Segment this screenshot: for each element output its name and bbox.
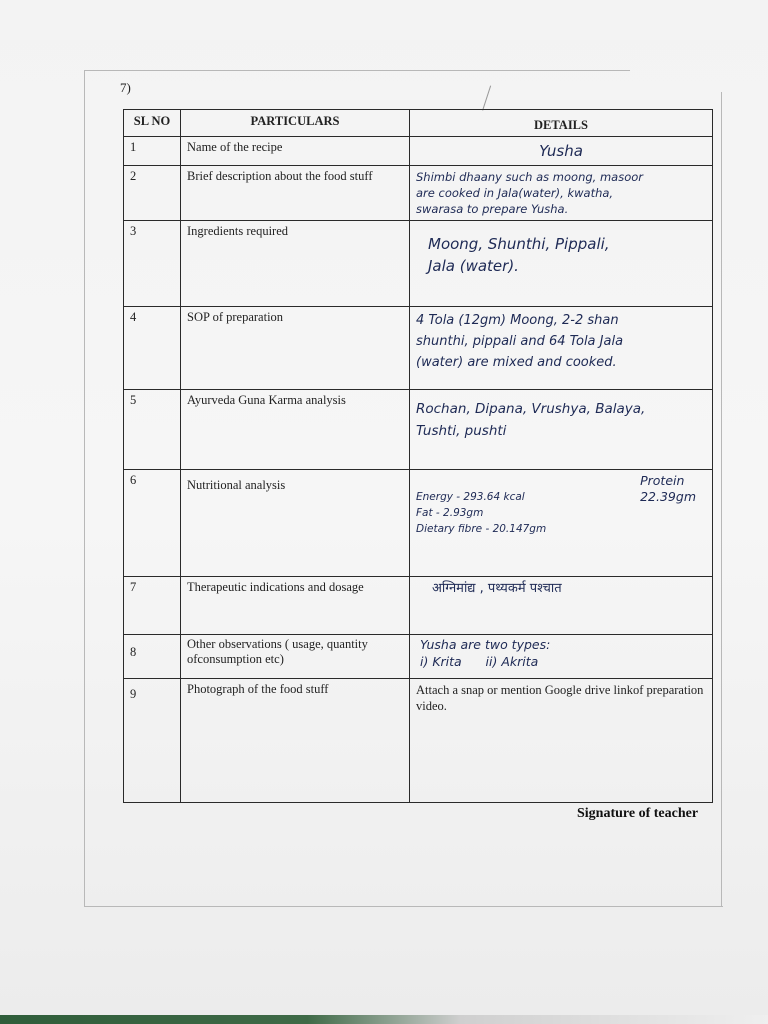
ingredients-text: Moong, Shunthi, Pippali, Jala (water). (428, 235, 610, 275)
nutrition-values (416, 471, 706, 573)
row-sl-no: 5 (124, 390, 181, 470)
guna-karma-text: Rochan, Dipana, Vrushya, Balaya, Tushti, pushti (416, 401, 646, 439)
row-detail (410, 137, 713, 166)
description-text: Shimbi dhaany such as moong, masoor are cooked in Jala(water), kwatha, swarasa to prepare Yusha. (416, 170, 644, 216)
table-row (124, 166, 713, 221)
table-row (124, 679, 713, 803)
header-particulars: PARTICULARS (181, 110, 410, 137)
row-particular: SOP of preparation (181, 307, 410, 390)
row-particular: Name of the recipe (181, 137, 410, 166)
row-detail (410, 221, 713, 307)
header-sl-no: SL NO (124, 110, 181, 137)
nutrition-left-values: Energy - 293.64 kcal Fat - 2.93gm Dietary fibre - 20.147gm (416, 491, 547, 535)
row-sl-no: 9 (124, 679, 181, 803)
sop-text: 4 Tola (12gm) Moong, 2-2 shan shunthi, pippali and 64 Tola Jala (water) are mixed and cooked. (416, 313, 624, 370)
table-row (124, 470, 713, 577)
row-detail (410, 635, 713, 679)
row-detail (410, 470, 713, 577)
row-sl-no: 7 (124, 577, 181, 635)
row-particular: Other observations ( usage, quantity ofconsumption etc) (181, 635, 410, 679)
row-sl-no: 6 (124, 470, 181, 577)
table-row (124, 390, 713, 470)
photograph-instruction: Attach a snap or mention Google drive linkof preparation video. (416, 683, 704, 713)
row-particular: Ingredients required (181, 221, 410, 307)
row-sl-no: 3 (124, 221, 181, 307)
row-particular: Photograph of the food stuff (181, 679, 410, 803)
row-detail (410, 390, 713, 470)
table-row (124, 577, 713, 635)
signature-label: Signature of teacher (577, 806, 699, 821)
table-row (124, 221, 713, 307)
therapeutic-text: अग्निमांद्य , पथ्यकर्म पश्चात (432, 581, 562, 596)
recipe-name: Yusha (539, 142, 583, 160)
row-particular: Ayurveda Guna Karma analysis (181, 390, 410, 470)
header-details: DETAILS (410, 110, 713, 137)
row-detail (410, 577, 713, 635)
desk-edge (0, 1015, 768, 1024)
table-row (124, 137, 713, 166)
table-row (124, 635, 713, 679)
recipe-table (123, 109, 713, 803)
row-sl-no: 2 (124, 166, 181, 221)
observations-text: Yusha are two types: i) Krita ii) Akrita (420, 637, 551, 669)
sheet-right-edge (721, 92, 722, 906)
row-particular: Therapeutic indications and dosage (181, 577, 410, 635)
row-particular: Brief description about the food stuff (181, 166, 410, 221)
row-sl-no: 4 (124, 307, 181, 390)
nutrition-protein-value: Protein 22.39gm (640, 473, 696, 504)
row-particular: Nutritional analysis (181, 470, 410, 577)
row-detail (410, 307, 713, 390)
row-sl-no: 1 (124, 137, 181, 166)
page-number: 7) (120, 80, 131, 95)
table-row (124, 307, 713, 390)
row-detail (410, 679, 713, 803)
row-sl-no: 8 (124, 635, 181, 679)
table-header-row (124, 110, 713, 137)
row-detail (410, 166, 713, 221)
